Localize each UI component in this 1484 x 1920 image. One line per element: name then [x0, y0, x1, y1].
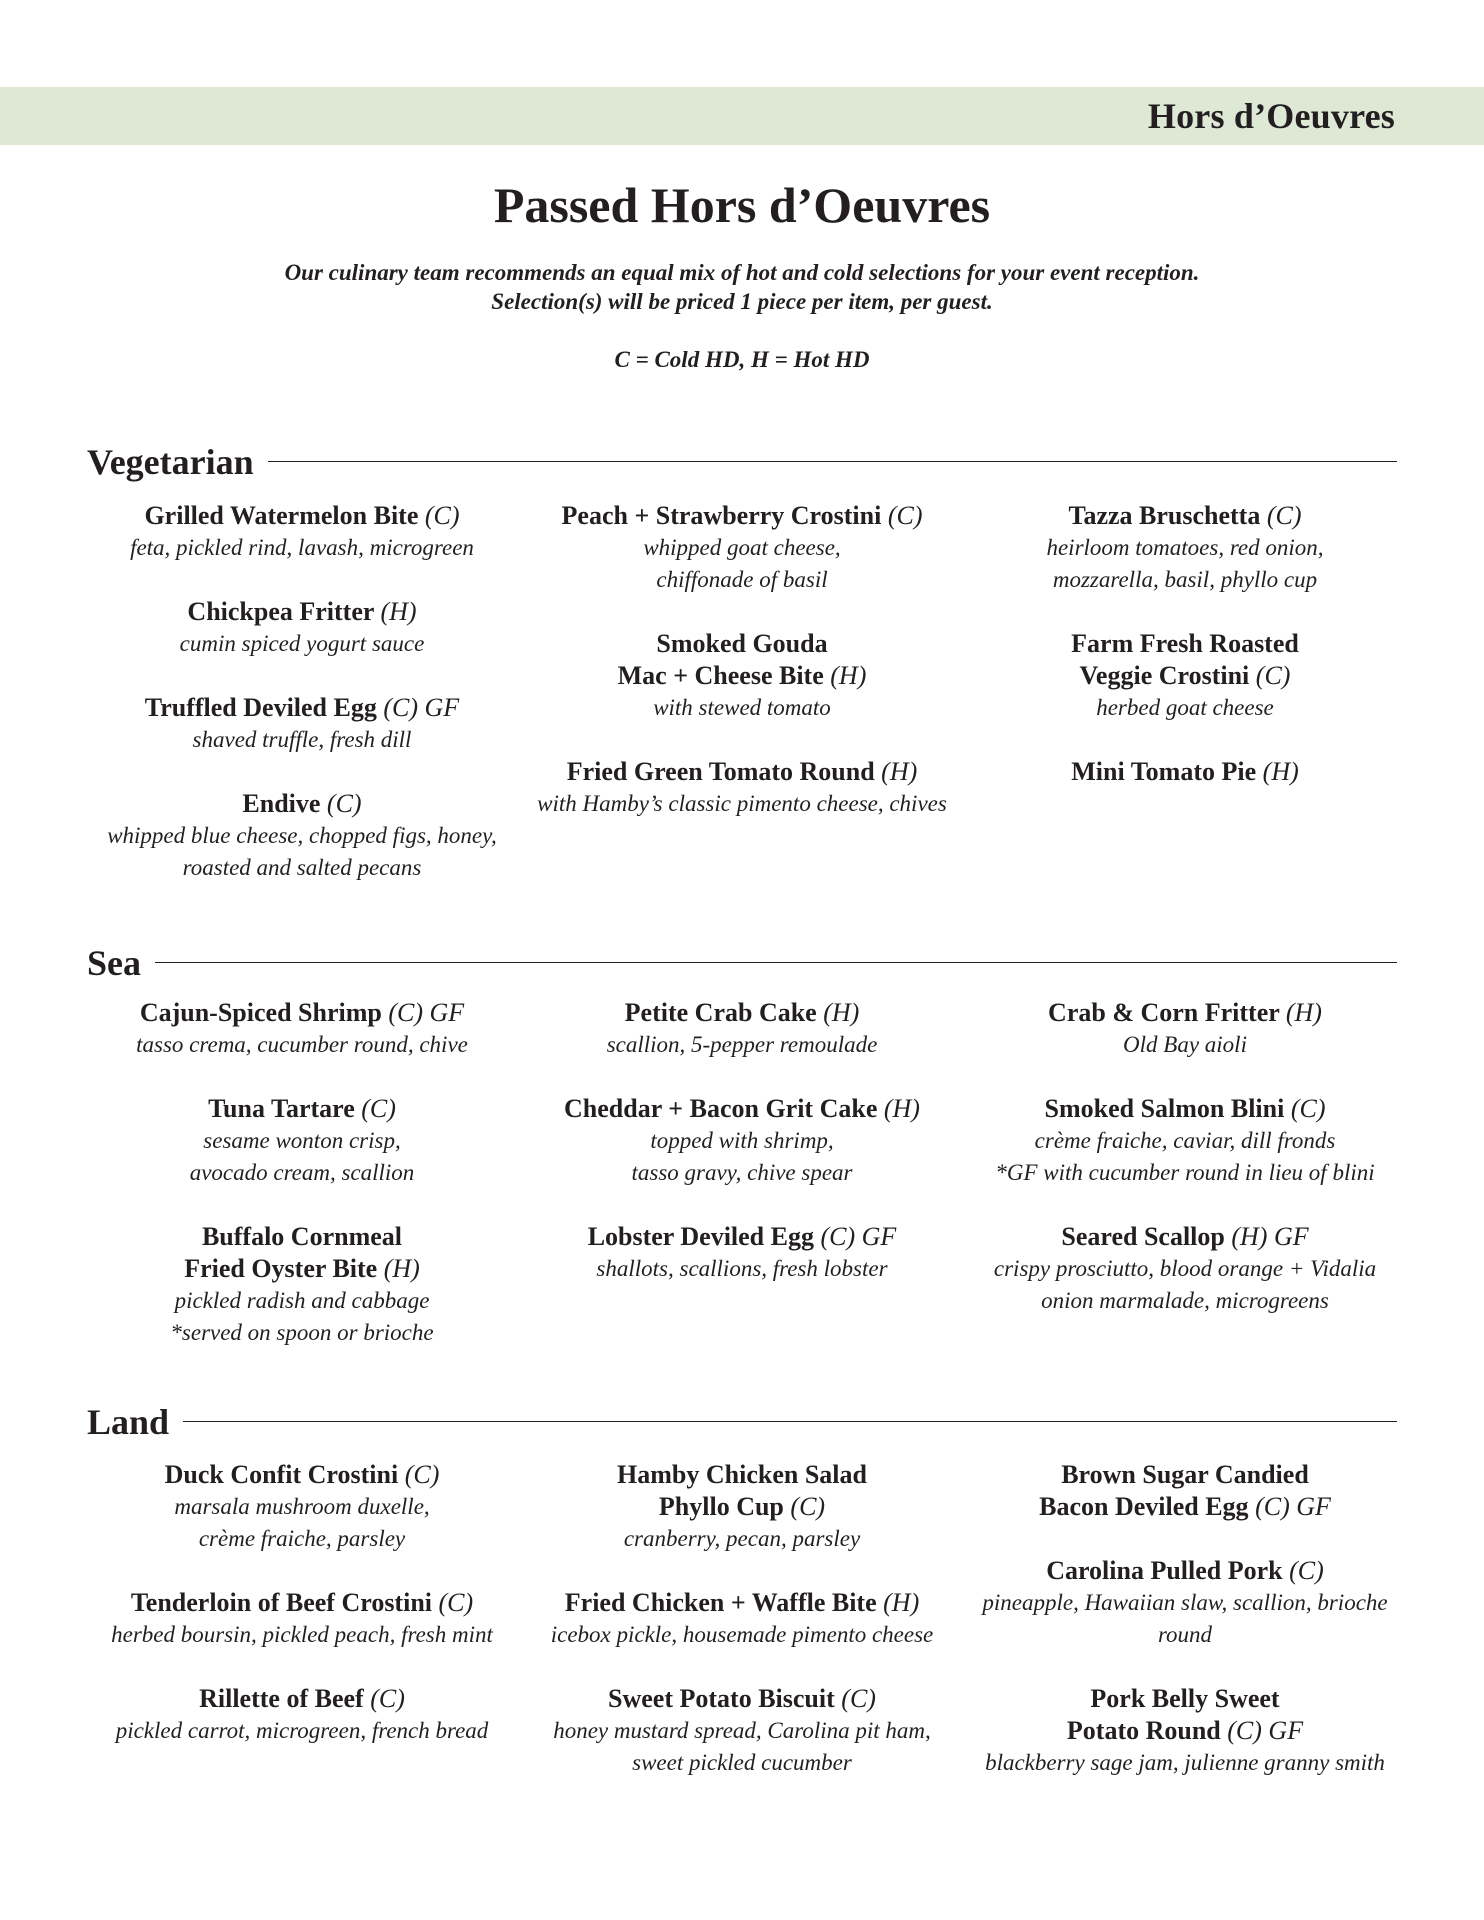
menu-item	[72, 1221, 532, 1349]
menu-item-description: crispy prosciutto, blood orange + Vidalia	[993, 1256, 1377, 1281]
menu-item-name-text: Grilled Watermelon Bite	[144, 501, 419, 530]
menu-item-name-text: Peach + Strawberry Crostini	[561, 501, 882, 530]
menu-item-name-line	[512, 660, 972, 692]
menu-item	[72, 596, 532, 660]
menu-item-tag: (C)	[1289, 1556, 1324, 1585]
menu-item-name-line	[955, 1459, 1415, 1491]
menu-item-tag: (H)	[1285, 998, 1322, 1027]
menu-item-name-line	[955, 1555, 1415, 1587]
menu-item-name-text: Fried Chicken + Waffle Bite	[564, 1588, 877, 1617]
menu-item-name-line	[72, 1587, 532, 1619]
menu-item-description: sweet pickled cucumber	[632, 1750, 852, 1775]
menu-item-name	[512, 500, 972, 532]
menu-item-name-line	[72, 596, 532, 628]
menu-item-name-line	[955, 1491, 1415, 1523]
menu-item-description: herbed goat cheese	[1096, 695, 1274, 720]
menu-item-tag: (C) GF	[820, 1222, 897, 1251]
menu-item	[72, 1587, 532, 1651]
menu-item-description: herbed boursin, pickled peach, fresh mint	[111, 1622, 493, 1647]
menu-item-tag: (C)	[326, 789, 362, 818]
menu-item-description: avocado cream, scallion	[189, 1160, 415, 1185]
sea-column-1	[72, 997, 532, 1381]
legend: C = Cold HD, H = Hot HD	[614, 347, 870, 372]
menu-item-description: sesame wonton crisp,	[203, 1128, 401, 1153]
menu-item	[512, 756, 972, 820]
menu-item-name-text: Mini Tomato Pie	[1071, 757, 1257, 786]
menu-item	[512, 500, 972, 596]
menu-item-description: pickled carrot, microgreen, french bread	[115, 1718, 489, 1743]
menu-item-name	[512, 1459, 972, 1523]
menu-item-description: with stewed tomato	[653, 695, 831, 720]
vegetarian-rule	[87, 461, 1397, 462]
menu-item-name-line	[955, 500, 1415, 532]
menu-item-description: whipped blue cheese, chopped figs, honey,	[107, 823, 497, 848]
menu-item-name-line	[955, 756, 1415, 788]
intro-line-1: Our culinary team recommends an equal mix of hot and cold selections for your event reception.	[284, 260, 1200, 285]
menu-item-name	[72, 596, 532, 628]
menu-item-name-text: Potato Round	[1066, 1716, 1221, 1745]
menu-item-name-line	[72, 500, 532, 532]
menu-item-name-text: Fried Green Tomato Round	[566, 757, 875, 786]
menu-item-name-text: Sweet Potato Biscuit	[608, 1684, 835, 1713]
menu-item-description: mozzarella, basil, phyllo cup	[1052, 567, 1318, 592]
menu-item-description: feta, pickled rind, lavash, microgreen	[130, 535, 474, 560]
menu-item-name-text: Bacon Deviled Egg	[1039, 1492, 1249, 1521]
menu-item	[72, 500, 532, 564]
section-title-land: Land	[87, 1402, 183, 1442]
menu-item-tag: (H)	[1262, 757, 1299, 786]
menu-item-tag: (H)	[881, 757, 918, 786]
menu-item-name-text: Lobster Deviled Egg	[587, 1222, 814, 1251]
menu-item-name-line	[955, 1093, 1415, 1125]
menu-item	[512, 1221, 972, 1285]
menu-item-tag: (H)	[380, 597, 417, 626]
menu-item-description: crème fraiche, caviar, dill fronds	[1034, 1128, 1336, 1153]
menu-item-name-text: Seared Scallop	[1061, 1222, 1225, 1251]
menu-item-description: shallots, scallions, fresh lobster	[596, 1256, 888, 1281]
menu-item-tag: (C)	[1255, 661, 1291, 690]
menu-item-description: shaved truffle, fresh dill	[192, 727, 412, 752]
menu-item	[72, 692, 532, 756]
menu-item-name-text: Tuna Tartare	[208, 1094, 355, 1123]
menu-item-name-text: Brown Sugar Candied	[1061, 1460, 1309, 1489]
menu-item-name-text: Farm Fresh Roasted	[1071, 629, 1299, 658]
menu-item-name-text: Tenderloin of Beef Crostini	[130, 1588, 432, 1617]
menu-item-name-line	[955, 1715, 1415, 1747]
menu-item	[955, 1093, 1415, 1189]
menu-item-name	[955, 756, 1415, 788]
menu-item-description: tasso crema, cucumber round, chive	[136, 1032, 468, 1057]
menu-item-description: topped with shrimp,	[650, 1128, 834, 1153]
menu-item-name-line	[72, 997, 532, 1029]
menu-item-name	[72, 1093, 532, 1125]
menu-item-description: *GF with cucumber round in lieu of blini	[995, 1160, 1375, 1185]
vegetarian-column-1	[72, 500, 532, 916]
menu-item-tag: (C) GF	[388, 998, 465, 1027]
menu-item-name	[512, 997, 972, 1029]
menu-item-name-line	[955, 997, 1415, 1029]
menu-item-tag: (C) GF	[383, 693, 460, 722]
menu-item-name	[955, 1093, 1415, 1125]
menu-item	[512, 1459, 972, 1555]
menu-item	[72, 788, 532, 884]
menu-item-name	[72, 1459, 532, 1491]
land-rule	[87, 1421, 1397, 1422]
intro-text	[0, 258, 1484, 316]
menu-item-name	[955, 1221, 1415, 1253]
menu-item-tag: (C)	[424, 501, 460, 530]
menu-item-name-text: Smoked Salmon Blini	[1044, 1094, 1285, 1123]
menu-item-tag: (C)	[841, 1684, 876, 1713]
menu-item-tag: (C) GF	[1227, 1716, 1304, 1745]
menu-item	[512, 1093, 972, 1189]
menu-item-name-line	[72, 1253, 532, 1285]
menu-item-description: heirloom tomatoes, red onion,	[1046, 535, 1324, 560]
menu-item-description: crème fraiche, parsley	[198, 1526, 406, 1551]
section-title-vegetarian: Vegetarian	[87, 442, 268, 482]
menu-item-name-line	[955, 1683, 1415, 1715]
menu-item-name-line	[72, 1683, 532, 1715]
menu-item-name-text: Tazza Bruschetta	[1068, 501, 1261, 530]
menu-item-name	[512, 1587, 972, 1619]
menu-item-name	[512, 756, 972, 788]
menu-item-description: pineapple, Hawaiian slaw, scallion, brioche round	[982, 1590, 1388, 1647]
menu-item	[512, 1683, 972, 1779]
menu-item-name-line	[72, 1093, 532, 1125]
menu-item-tag: (H)	[823, 998, 860, 1027]
menu-item-name-line	[72, 1221, 532, 1253]
menu-item-name-line	[955, 628, 1415, 660]
menu-item-name-text: Smoked Gouda	[656, 629, 828, 658]
menu-item-tag: (H)	[830, 661, 867, 690]
menu-item-name-text: Rillette of Beef	[199, 1684, 364, 1713]
menu-item-name	[955, 500, 1415, 532]
menu-item-tag: (H)	[883, 1094, 920, 1123]
menu-item-name-text: Phyllo Cup	[658, 1492, 784, 1521]
menu-item-tag: (C)	[404, 1460, 440, 1489]
menu-item	[512, 628, 972, 724]
menu-item-name-text: Veggie Crostini	[1079, 661, 1250, 690]
section-title-sea: Sea	[87, 943, 155, 983]
menu-item-tag: (C)	[438, 1588, 474, 1617]
menu-item-tag: (C)	[790, 1492, 826, 1521]
menu-item-description: roasted and salted pecans	[182, 855, 422, 880]
menu-item-name-text: Hamby Chicken Salad	[617, 1460, 867, 1489]
menu-item	[512, 997, 972, 1061]
menu-item-name-text: Buffalo Cornmeal	[201, 1222, 403, 1251]
menu-item-name-line	[512, 1459, 972, 1491]
menu-item-name-line	[955, 660, 1415, 692]
menu-item-name	[512, 1093, 972, 1125]
menu-item-name-text: Duck Confit Crostini	[164, 1460, 399, 1489]
menu-item	[955, 628, 1415, 724]
menu-item-tag: (C)	[361, 1094, 396, 1123]
land-column-3	[955, 1459, 1415, 1811]
menu-item-name-line	[512, 1221, 972, 1253]
menu-item-name-text: Fried Oyster Bite	[184, 1254, 378, 1283]
menu-item-name	[512, 628, 972, 692]
menu-item-name-line	[72, 692, 532, 724]
menu-item-name	[512, 1683, 972, 1715]
menu-item-description: tasso gravy, chive spear	[631, 1160, 853, 1185]
menu-item-tag: (H)	[883, 1588, 920, 1617]
menu-item-name	[72, 788, 532, 820]
menu-item-name	[72, 1587, 532, 1619]
menu-item-name-text: Petite Crab Cake	[624, 998, 817, 1027]
page-title: Passed Hors d’Oeuvres	[493, 177, 991, 233]
menu-item-name-line	[512, 1683, 972, 1715]
menu-item	[512, 1587, 972, 1651]
menu-item-description: icebox pickle, housemade pimento cheese	[550, 1622, 934, 1647]
menu-item	[955, 1555, 1415, 1651]
menu-item-name	[955, 1555, 1415, 1587]
menu-item-name	[955, 628, 1415, 692]
menu-item	[72, 1093, 532, 1189]
sea-column-3	[955, 997, 1415, 1349]
land-column-1	[72, 1459, 532, 1779]
menu-item-name-text: Endive	[242, 789, 321, 818]
menu-item-name-line	[512, 1491, 972, 1523]
menu-item-name-line	[512, 997, 972, 1029]
menu-item-name-line	[512, 756, 972, 788]
menu-item-tag: (C)	[370, 1684, 405, 1713]
menu-item-name	[72, 500, 532, 532]
menu-item-description: with Hamby’s classic pimento cheese, chives	[537, 791, 947, 816]
menu-item-description: scallion, 5-pepper remoulade	[606, 1032, 878, 1057]
menu-item-name-text: Chickpea Fritter	[187, 597, 374, 626]
menu-item	[72, 1683, 532, 1747]
menu-item-description: chiffonade of basil	[656, 567, 828, 592]
menu-item-name	[72, 692, 532, 724]
menu-item-name-text: Cheddar + Bacon Grit Cake	[564, 1094, 878, 1123]
menu-item	[72, 997, 532, 1061]
menu-item-description: whipped goat cheese,	[643, 535, 841, 560]
menu-item	[955, 1459, 1415, 1523]
header-label: Hors d’Oeuvres	[1147, 96, 1395, 136]
menu-item-name	[72, 1221, 532, 1285]
menu-item-name-line	[955, 1221, 1415, 1253]
menu-item-name-line	[512, 628, 972, 660]
menu-item-name-line	[512, 1093, 972, 1125]
menu-item	[955, 997, 1415, 1061]
menu-item-tag: (H) GF	[1231, 1222, 1309, 1251]
menu-item-name-text: Cajun-Spiced Shrimp	[139, 998, 382, 1027]
menu-item-name-text: Pork Belly Sweet	[1090, 1684, 1280, 1713]
menu-item-name-text: Crab & Corn Fritter	[1048, 998, 1280, 1027]
menu-item	[955, 756, 1415, 788]
menu-item-description: cumin spiced yogurt sauce	[179, 631, 425, 656]
menu-item-tag: (C)	[1266, 501, 1302, 530]
menu-item-tag: (C)	[887, 501, 923, 530]
menu-item-tag: (H)	[383, 1254, 420, 1283]
vegetarian-column-3	[955, 500, 1415, 820]
land-column-2	[512, 1459, 972, 1811]
menu-item-name	[512, 1221, 972, 1253]
menu-item-description: honey mustard spread, Carolina pit ham,	[553, 1718, 931, 1743]
menu-item-name	[955, 1459, 1415, 1523]
menu-item-description: cranberry, pecan, parsley	[623, 1526, 861, 1551]
menu-item-name-line	[512, 500, 972, 532]
menu-item-description: Old Bay aioli	[1123, 1032, 1247, 1057]
menu-item-name	[72, 997, 532, 1029]
menu-item-description: marsala mushroom duxelle,	[174, 1494, 430, 1519]
menu-item-name	[72, 1683, 532, 1715]
menu-item-name-line	[512, 1587, 972, 1619]
menu-item-name	[955, 997, 1415, 1029]
vegetarian-column-2	[512, 500, 972, 852]
menu-item-description: *served on spoon or brioche	[170, 1320, 434, 1345]
menu-item-tag: (C)	[1290, 1094, 1326, 1123]
menu-item	[955, 1221, 1415, 1317]
menu-item-name-line	[72, 1459, 532, 1491]
menu-item	[955, 1683, 1415, 1779]
menu-item-name-line	[72, 788, 532, 820]
sea-rule	[87, 962, 1397, 963]
menu-item-name	[955, 1683, 1415, 1747]
menu-item-description: blackberry sage jam, julienne granny smith	[985, 1750, 1385, 1775]
menu-item-tag: (C) GF	[1255, 1492, 1331, 1521]
sea-column-2	[512, 997, 972, 1317]
header-band	[0, 87, 1484, 145]
menu-item-name-text: Carolina Pulled Pork	[1046, 1556, 1283, 1585]
menu-item-name-text: Mac + Cheese Bite	[617, 661, 824, 690]
menu-item-description: pickled radish and cabbage	[174, 1288, 430, 1313]
menu-item-description: onion marmalade, microgreens	[1041, 1288, 1329, 1313]
menu-item	[72, 1459, 532, 1555]
intro-line-2: Selection(s) will be priced 1 piece per item, per guest.	[491, 289, 993, 314]
menu-item-name-text: Truffled Deviled Egg	[144, 693, 377, 722]
menu-item	[955, 500, 1415, 596]
